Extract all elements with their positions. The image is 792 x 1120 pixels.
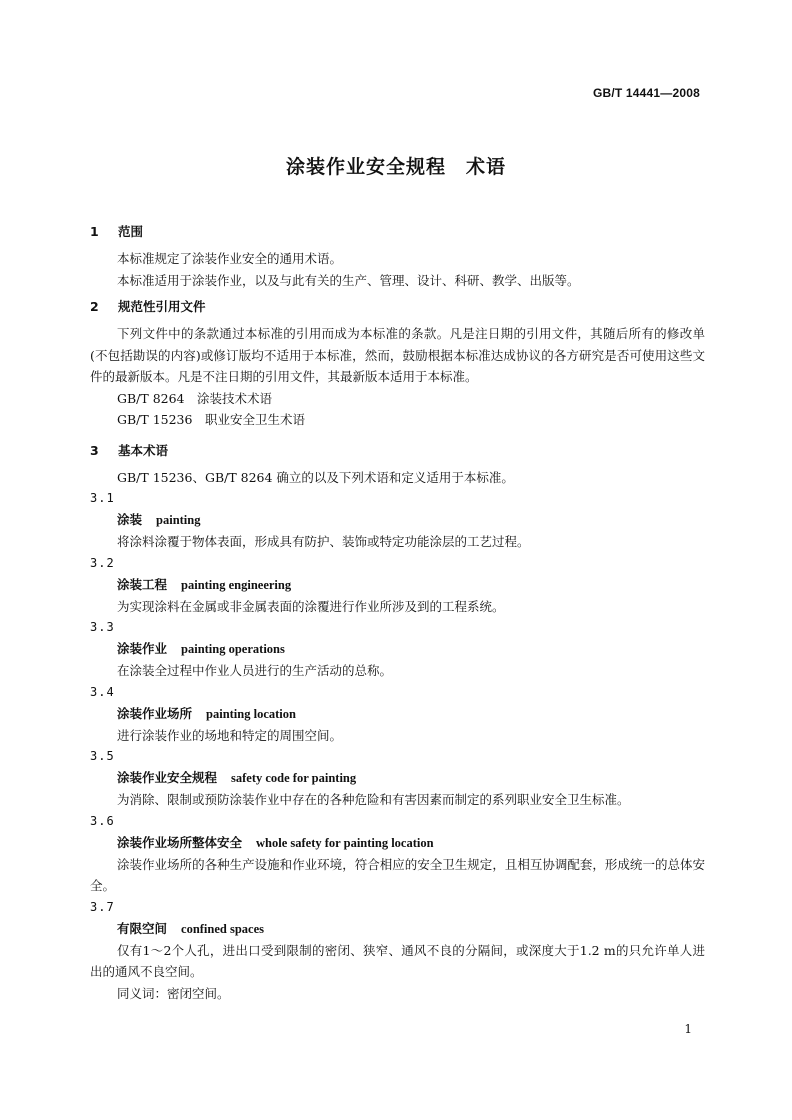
paragraph: GB/T 15236、GB/T 8264 确立的以及下列术语和定义适用于本标准。: [117, 469, 514, 485]
term-en: whole safety for painting location: [256, 835, 434, 850]
reference-item: [90, 409, 705, 431]
term-number: 3.7: [90, 899, 115, 914]
term-zh: 涂装作业: [117, 641, 168, 656]
term-heading: [90, 509, 705, 531]
term-heading: [90, 703, 705, 725]
term-definition: 涂装作业场所的各种生产设施和作业环境，符合相应的安全卫生规定，且相互协调配套，形成统一的总体安全。: [90, 856, 705, 893]
term-number: 3.5: [90, 749, 115, 763]
document-body: [90, 222, 705, 1004]
term-heading: [90, 638, 705, 660]
term-number: 3.2: [90, 555, 115, 570]
term-heading: [90, 767, 705, 789]
term-definition: 将涂料涂覆于物体表面，形成具有防护、装饰或特定功能涂层的工艺过程。: [117, 534, 530, 549]
reference-title: 涂装技术术语: [197, 390, 273, 406]
term-number: 3.1: [90, 491, 115, 505]
reference-code: GB/T 15236: [117, 412, 193, 427]
term-heading: [90, 832, 705, 854]
term-definition: 进行涂装作业的场地和特定的周围空间。: [117, 727, 343, 743]
term-note: 同义词：密闭空间。: [117, 985, 230, 1001]
term-heading: [90, 918, 705, 940]
reference-title: 职业安全卫生术语: [204, 412, 305, 427]
term-zh: 涂装: [117, 512, 143, 527]
term-zh: 涂装工程: [117, 576, 168, 592]
document-title: 涂装作业安全规程 术语: [285, 156, 506, 178]
section-heading-scope: [90, 222, 705, 242]
section-number: 2: [90, 299, 99, 314]
term-definition: 在涂装全过程中作业人员进行的生产活动的总称。: [117, 663, 393, 678]
section-number: 1: [90, 224, 99, 239]
term-definition: 仅有1～2个人孔，进出口受到限制的密闭、狭窄、通风不良的分隔间，或深度大于1.2 m的只允许单人进出的通风不良空间。: [90, 942, 705, 979]
term-en: confined spaces: [181, 921, 265, 936]
term-en: painting location: [206, 706, 296, 721]
section-title: 规范性引用文件: [118, 299, 206, 314]
paragraph: 本标准适用于涂装作业，以及与此有关的生产、管理、设计、科研、教学、出版等。: [117, 272, 580, 288]
term-heading: [90, 574, 705, 596]
section-title: 范围: [118, 224, 144, 239]
term-number: 3.4: [90, 684, 115, 699]
reference-item: [90, 388, 705, 410]
term-zh: 涂装作业场所: [117, 705, 193, 721]
term-en: painting engineering: [181, 577, 292, 592]
section-number: 3: [90, 442, 99, 458]
term-zh: 涂装作业场所整体安全: [117, 834, 243, 850]
term-en: painting operations: [181, 642, 285, 656]
term-number: 3.3: [90, 620, 115, 634]
term-en: safety code for painting: [231, 771, 357, 785]
term-zh: 有限空间: [117, 920, 168, 936]
term-definition: 为实现涂料在金属或非金属表面的涂覆进行作业所涉及到的工程系统。: [117, 598, 505, 614]
section-heading-normative-references: [90, 297, 705, 317]
section-heading-basic-terms: [90, 441, 705, 461]
term-definition: 为消除、限制或预防涂装作业中存在的各种危险和有害因素而制定的系列职业安全卫生标准。: [117, 792, 630, 807]
paragraph: 下列文件中的条款通过本标准的引用而成为本标准的条款。凡是注日期的引用文件，其随后所有的修改单(不包括勘误的内容)或修订版均不适用于本标准，然而，鼓励根据本标准达成协议的各方研究是否可使用这些文件的最新版本。凡是不注日期的引用文件，其最新版本适用于本标准。: [90, 326, 705, 384]
reference-code: GB/T 8264: [117, 390, 185, 406]
term-en: painting: [156, 513, 201, 527]
term-number: 3.6: [90, 813, 115, 828]
term-zh: 涂装作业安全规程: [117, 770, 218, 785]
page-number: 1: [684, 1022, 692, 1036]
standard-code: GB/T 14441—2008: [592, 86, 700, 100]
paragraph: 本标准规定了涂装作业安全的通用术语。: [117, 251, 343, 266]
section-title: 基本术语: [118, 442, 169, 458]
